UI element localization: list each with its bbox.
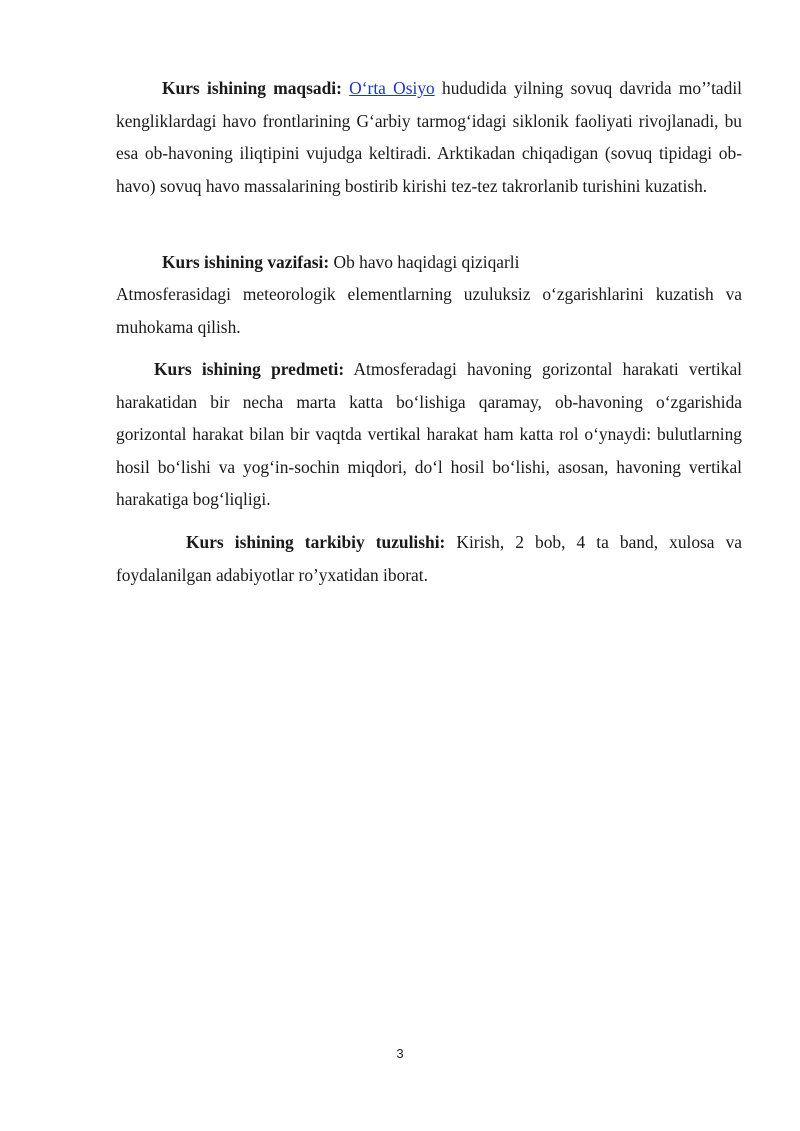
text-vazifasi: Atmosferasidagi meteorologik elementlarning uzuluksiz o‘zgarishlarini kuzatish va muhokama qilish. bbox=[116, 284, 742, 337]
paragraph-tuzulishi bbox=[116, 526, 742, 591]
paragraph-maqsadi bbox=[116, 72, 742, 202]
page-number: 3 bbox=[396, 1046, 404, 1061]
paragraph-vazifasi-first-line bbox=[162, 246, 742, 279]
heading-vazifasi: Kurs ishining vazifasi: bbox=[162, 252, 330, 272]
paragraph-predmeti bbox=[116, 353, 742, 516]
link-orta-osiyo[interactable]: O‘rta Osiyo bbox=[349, 78, 435, 98]
text-tuzulishi: Kirish, 2 bob, 4 ta band, xulosa va foydalanilgan adabiyotlar ro’yxatidan iborat. bbox=[116, 532, 742, 585]
heading-tuzulishi: Kurs ishining tarkibiy tuzulishi: bbox=[186, 532, 446, 552]
text-vazifasi-first-line: Ob havo haqidagi qiziqarli bbox=[329, 252, 520, 272]
heading-maqsadi: Kurs ishining maqsadi: bbox=[162, 78, 342, 98]
text-predmeti: Atmosferadagi havoning gorizontal harakati vertikal harakatidan bir necha marta katta bo‘lishiga qaramay, ob-havoning o‘zgarishida gorizontal harakat bilan bir vaqtda vertikal harakat ham katta rol o‘ynaydi: bulutlarning hosil bo‘lishi va yog‘in-sochin miqdori, do‘l hosil bo‘lishi, asosan, havoning vertikal harakatiga bog‘liqligi. bbox=[116, 359, 742, 509]
text-maqsadi: hududida yilning sovuq davrida mo’’tadil kengliklardagi havo frontlarining G‘arbiy tarmog‘idagi siklonik faoliyati rivojlanadi, bu esa ob-havoning iliqtipini vujudga keltiradi. Arktikadan chiqadigan (sovuq tipidagi ob-havo) sovuq havo massalarining bostirib kirishi tez-tez takrorlanib turishini kuzatish. bbox=[116, 78, 742, 196]
paragraph-vazifasi bbox=[116, 278, 742, 343]
heading-predmeti: Kurs ishining predmeti: bbox=[154, 359, 345, 379]
